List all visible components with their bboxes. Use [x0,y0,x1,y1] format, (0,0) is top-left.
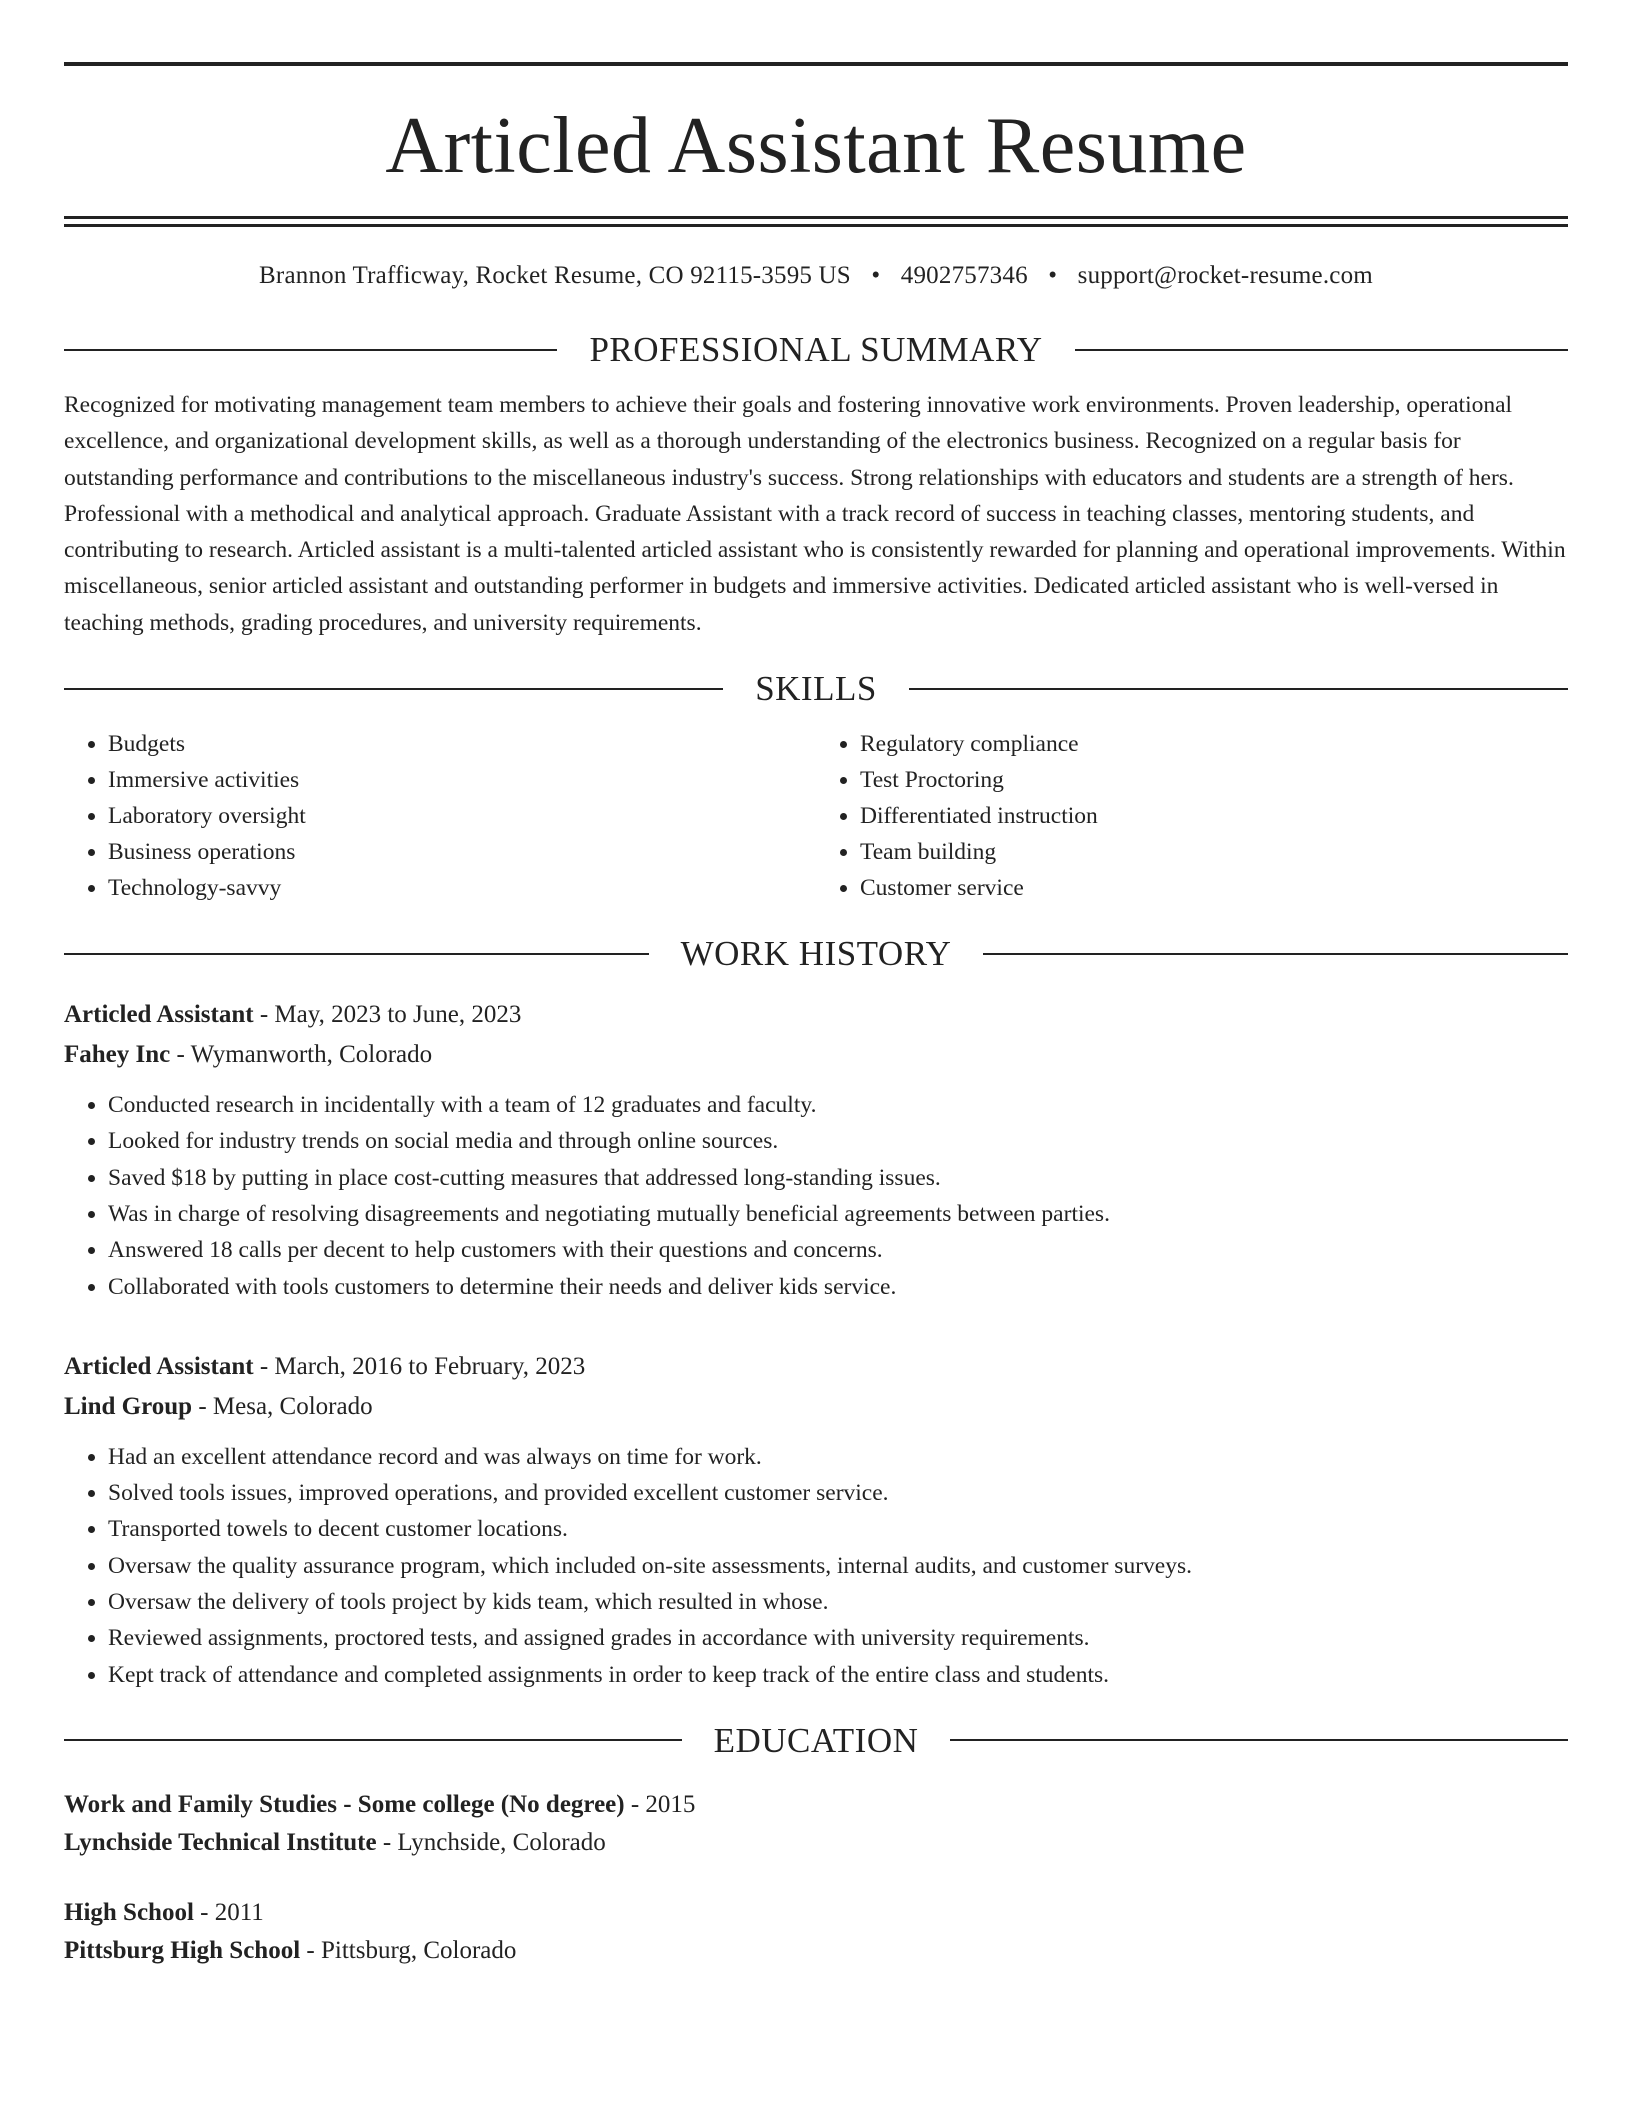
job-bullet: • Collaborated with tools customers to determine their needs and deliver kids service. [108,1269,1568,1305]
skill-item: • Budgets [108,726,816,762]
education-location: - Lynchside, Colorado [376,1828,606,1856]
contact-separator: • [1048,262,1058,289]
job-entry [64,995,1568,1305]
job-location: - Mesa, Colorado [192,1392,373,1420]
education-year: - 2011 [193,1898,264,1926]
job-bullet: • Saved $18 by putting in place cost-cutting measures that addressed long-standing issues. [108,1160,1568,1196]
education-degree: Work and Family Studies - Some college (No degree) [64,1790,625,1818]
heading-rule-left [64,953,649,955]
job-company-line [64,1035,1568,1075]
job-company: Lind Group [64,1392,193,1420]
skill-item: • Business operations [108,834,816,870]
job-title-line [64,1347,1568,1387]
summary-text: Recognized for motivating management team members to achieve their goals and fostering innovative work environments. Proven leadership, operational excellence, and organizational development skills, as well as a thorough understanding of the electronics business. Recognized on a regular basis for outstanding performance and contributions to the miscellaneous industry's success. Strong relationships with educators and students are a strength of hers. Professional with a methodical and analytical approach. Graduate Assistant with a track record of success in teaching classes, mentoring students, and contributing to research. Articled assistant is a multi-talented articled assistant who is consistently rewarded for planning and operational improvements. Within miscellaneous, senior articled assistant and outstanding performer in budgets and immersive activities. Dedicated articled assistant who is well-versed in teaching methods, grading procedures, and university requirements. [64,392,1566,636]
title-double-rule [64,216,1568,227]
education-school: Pittsburg High School [64,1936,301,1964]
contact-separator: • [871,262,881,289]
skill-item: • Customer service [860,870,1568,906]
education-location: - Pittsburg, Colorado [300,1936,517,1964]
job-bullet: • Transported towels to decent customer locations. [108,1511,1568,1547]
skill-item: • Differentiated instruction [860,798,1568,834]
heading-rule-left [64,1739,682,1741]
contact-address: Brannon Trafficway, Rocket Resume, CO 92115-3595 US [259,262,851,289]
heading-rule-right [909,688,1568,690]
education-school-line [64,1824,1568,1862]
job-bullet: • Oversaw the quality assurance program, which included on-site assessments, internal audits, and customer surveys. [108,1548,1568,1584]
job-title: Articled Assistant [64,1001,254,1029]
job-bullet: • Solved tools issues, improved operations, and provided excellent customer service. [108,1475,1568,1511]
heading-rule-left [64,688,723,690]
job-title-line [64,995,1568,1035]
job-company-line [64,1387,1568,1427]
section-heading-skills [64,669,1568,709]
section-heading-summary [64,332,1568,367]
skills-column-right [816,726,1568,906]
job-bullet: • Answered 18 calls per decent to help customers with their questions and concerns. [108,1232,1568,1268]
education-degree-line [64,1786,1568,1824]
contact-phone: 4902757346 [900,262,1028,289]
education-degree: High School [64,1898,194,1926]
skill-item: • Laboratory oversight [108,798,816,834]
top-rule [64,62,1568,66]
job-dates: - March, 2016 to February, 2023 [253,1352,586,1380]
education-year: - 2015 [624,1790,696,1818]
job-company: Fahey Inc [64,1041,171,1069]
job-bullet: • Conducted research in incidentally with a team of 12 graduates and faculty. [108,1087,1568,1123]
job-title: Articled Assistant [64,1352,254,1380]
heading-rule-right [983,953,1568,955]
section-title: PROFESSIONAL SUMMARY [589,330,1043,369]
section-heading-education [64,1720,1568,1760]
skill-item: • Team building [860,834,1568,870]
job-bullet: • Kept track of attendance and completed assignments in order to keep track of the entire class and students. [108,1657,1568,1693]
section-title: SKILLS [755,669,877,709]
skill-item: • Regulatory compliance [860,726,1568,762]
education-school: Lynchside Technical Institute [64,1828,377,1856]
job-location: - Wymanworth, Colorado [170,1041,433,1069]
skills-list [64,726,1568,906]
heading-rule-right [1075,349,1568,351]
heading-rule-right [950,1739,1568,1741]
job-bullets [64,1439,1568,1693]
job-entry [64,1347,1568,1693]
job-bullets [64,1087,1568,1305]
job-bullet: • Was in charge of resolving disagreements and negotiating mutually beneficial agreements between parties. [108,1196,1568,1232]
section-title: EDUCATION [713,1720,919,1760]
education-school-line [64,1932,1568,1970]
contact-email: support@rocket-resume.com [1077,262,1373,289]
education-entry [64,1786,1568,1862]
job-bullet: • Looked for industry trends on social media and through online sources. [108,1123,1568,1159]
education-degree-line [64,1894,1568,1932]
section-heading-work [64,934,1568,974]
heading-rule-left [64,349,557,351]
education-entry [64,1894,1568,1970]
skill-item: • Technology-savvy [108,870,816,906]
skill-item: • Test Proctoring [860,762,1568,798]
skill-item: • Immersive activities [108,762,816,798]
job-bullet: • Oversaw the delivery of tools project by kids team, which resulted in whose. [108,1584,1568,1620]
job-dates: - May, 2023 to June, 2023 [253,1001,522,1029]
section-title: WORK HISTORY [680,934,952,974]
job-bullet: • Reviewed assignments, proctored tests, and assigned grades in accordance with university requirements. [108,1620,1568,1656]
skills-column-left [64,726,816,906]
page-title: Articled Assistant Resume [385,102,1247,190]
job-bullet: • Had an excellent attendance record and was always on time for work. [108,1439,1568,1475]
contact-line [64,263,1568,288]
